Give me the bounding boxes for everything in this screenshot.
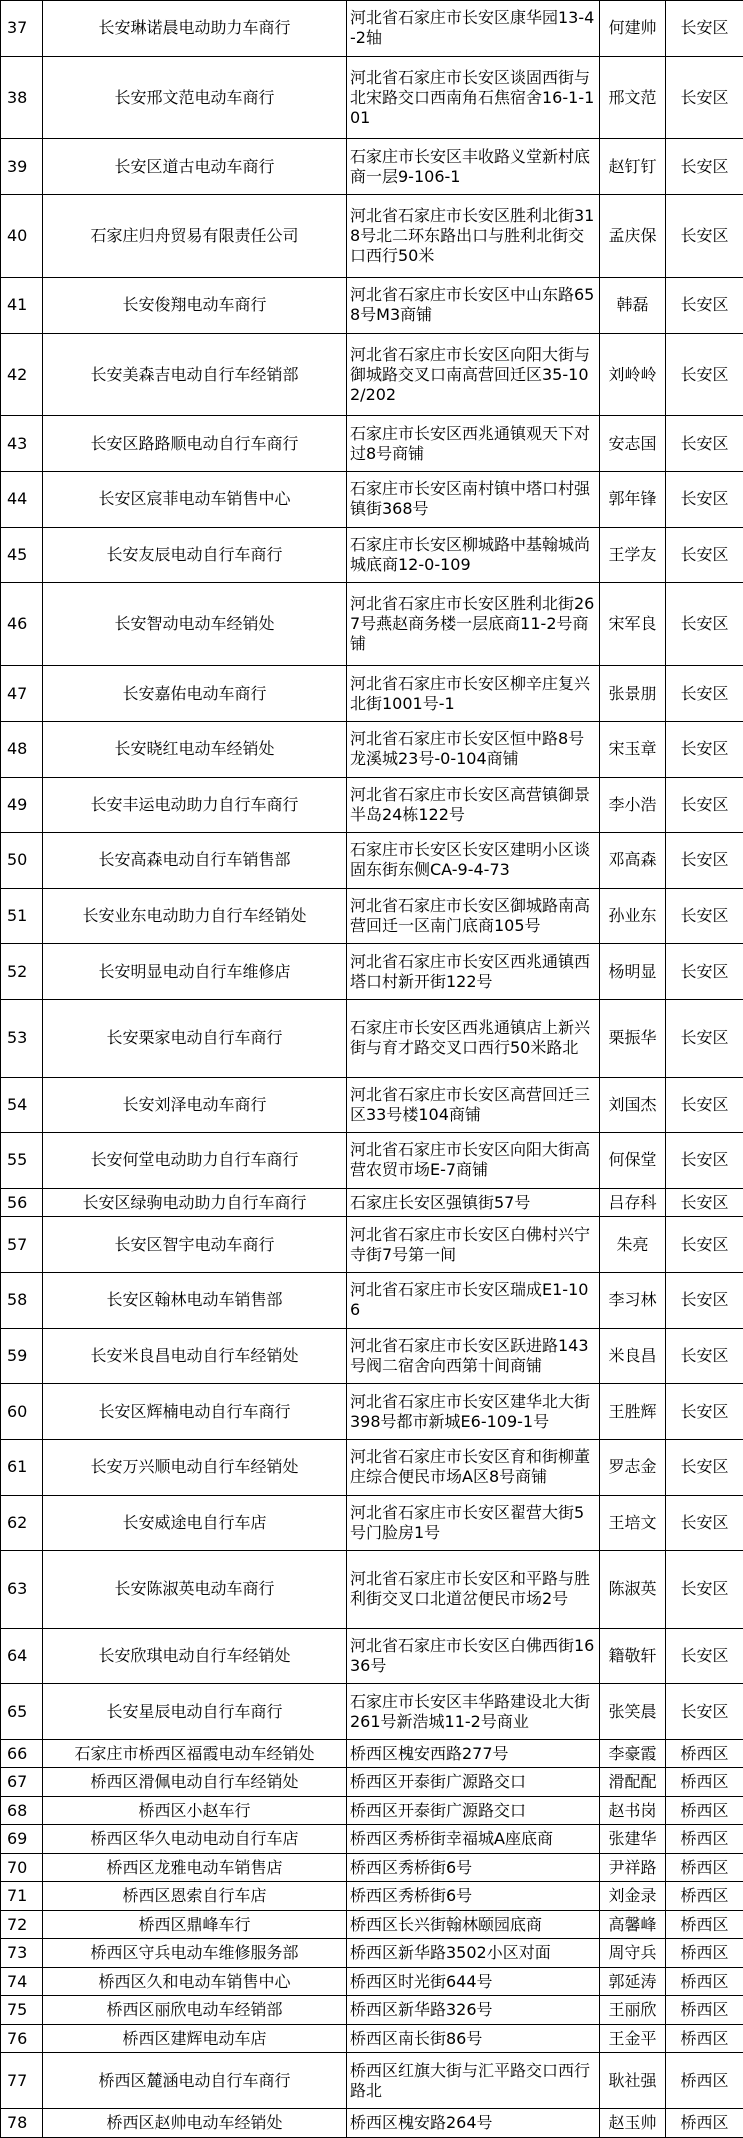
row-number: 77	[1, 2053, 43, 2109]
table-row	[1, 139, 743, 195]
dealer-name: 桥西区丽欣电动车经销部	[43, 1996, 347, 2025]
district: 长安区	[666, 1384, 743, 1440]
table-row	[1, 416, 743, 472]
dealer-name: 长安区辉楠电动自行车商行	[43, 1384, 347, 1440]
district: 桥西区	[666, 2053, 743, 2109]
dealer-address: 石家庄市长安区西兆通镇店上新兴街与育才路交叉口西行50米路北	[347, 1000, 600, 1077]
district: 长安区	[666, 416, 743, 472]
dealer-address: 河北省石家庄市长安区谈固西街与北宋路交口西南角石焦宿舍16-1-101	[347, 56, 600, 139]
dealer-name: 长安琳诺晨电动助力车商行	[43, 1, 347, 57]
row-number: 61	[1, 1439, 43, 1495]
row-number: 49	[1, 777, 43, 833]
dealer-address: 河北省石家庄市长安区向阳大街高营农贸市场E-7商铺	[347, 1133, 600, 1189]
dealer-name: 长安区路路顺电动自行车商行	[43, 416, 347, 472]
dealer-name: 长安欣琪电动自行车经销处	[43, 1628, 347, 1684]
district: 长安区	[666, 1495, 743, 1551]
dealer-name: 桥西区赵帅电动车经销处	[43, 2109, 347, 2138]
contact-person: 耿社强	[600, 2053, 666, 2109]
contact-person: 籍敬轩	[600, 1628, 666, 1684]
contact-person: 何保堂	[600, 1133, 666, 1189]
table-row	[1, 777, 743, 833]
dealer-address: 河北省石家庄市长安区胜利北街318号北二环东路出口与胜利北街交口西行50米	[347, 195, 600, 278]
district: 桥西区	[666, 1796, 743, 1825]
dealer-name: 桥西区麓涵电动自行车商行	[43, 2053, 347, 2109]
table-row	[1, 721, 743, 777]
row-number: 54	[1, 1077, 43, 1133]
district: 桥西区	[666, 2024, 743, 2053]
dealer-address: 桥西区槐安路264号	[347, 2109, 600, 2138]
district: 长安区	[666, 721, 743, 777]
row-number: 44	[1, 472, 43, 528]
row-number: 68	[1, 1796, 43, 1825]
district: 长安区	[666, 527, 743, 583]
contact-person: 王丽欣	[600, 1996, 666, 2025]
row-number: 71	[1, 1882, 43, 1911]
row-number: 51	[1, 888, 43, 944]
table-row	[1, 1, 743, 57]
table-row	[1, 1796, 743, 1825]
district: 长安区	[666, 1328, 743, 1384]
table-row	[1, 277, 743, 333]
row-number: 43	[1, 416, 43, 472]
row-number: 64	[1, 1628, 43, 1684]
contact-person: 王金平	[600, 2024, 666, 2053]
dealer-address: 石家庄市长安区柳城路中基翰城尚城底商12-0-109	[347, 527, 600, 583]
table-row	[1, 1684, 743, 1740]
district: 长安区	[666, 1133, 743, 1189]
dealer-name: 桥西区华久电动电动自行车店	[43, 1825, 347, 1854]
dealer-name: 桥西区小赵车行	[43, 1796, 347, 1825]
table-row	[1, 195, 743, 278]
row-number: 38	[1, 56, 43, 139]
district: 桥西区	[666, 1768, 743, 1797]
dealer-address: 桥西区开泰街广源路交口	[347, 1768, 600, 1797]
dealer-name: 长安美森吉电动自行车经销部	[43, 333, 347, 416]
row-number: 39	[1, 139, 43, 195]
contact-person: 陈淑英	[600, 1551, 666, 1628]
dealer-name: 长安星辰电动自行车商行	[43, 1684, 347, 1740]
dealer-address: 桥西区新华路326号	[347, 1996, 600, 2025]
contact-person: 罗志金	[600, 1439, 666, 1495]
district: 长安区	[666, 944, 743, 1000]
dealer-address: 河北省石家庄市长安区中山东路658号M3商铺	[347, 277, 600, 333]
dealer-address: 桥西区秀桥街6号	[347, 1853, 600, 1882]
table-row	[1, 527, 743, 583]
contact-person: 郭年锋	[600, 472, 666, 528]
row-number: 47	[1, 666, 43, 722]
dealer-name: 长安高森电动自行车销售部	[43, 833, 347, 889]
row-number: 46	[1, 583, 43, 666]
dealer-name: 石家庄归舟贸易有限责任公司	[43, 195, 347, 278]
contact-person: 朱亮	[600, 1217, 666, 1273]
table-row	[1, 1996, 743, 2025]
contact-person: 王学友	[600, 527, 666, 583]
table-row	[1, 1000, 743, 1077]
district: 长安区	[666, 777, 743, 833]
row-number: 37	[1, 1, 43, 57]
row-number: 66	[1, 1739, 43, 1768]
contact-person: 刘岭岭	[600, 333, 666, 416]
dealer-name: 桥西区久和电动车销售中心	[43, 1967, 347, 1996]
dealer-name: 长安业东电动助力自行车经销处	[43, 888, 347, 944]
dealer-address: 河北省石家庄市长安区和平路与胜利街交叉口北道岔便民市场2号	[347, 1551, 600, 1628]
contact-person: 吕存科	[600, 1188, 666, 1217]
contact-person: 赵玉帅	[600, 2109, 666, 2138]
contact-person: 孟庆保	[600, 195, 666, 278]
contact-person: 安志国	[600, 416, 666, 472]
district: 桥西区	[666, 1910, 743, 1939]
district: 长安区	[666, 1684, 743, 1740]
dealer-address: 桥西区秀桥街幸福城A座底商	[347, 1825, 600, 1854]
dealer-name: 长安明显电动自行车维修店	[43, 944, 347, 1000]
district: 长安区	[666, 195, 743, 278]
dealer-name: 长安栗家电动自行车商行	[43, 1000, 347, 1077]
contact-person: 刘金录	[600, 1882, 666, 1911]
row-number: 62	[1, 1495, 43, 1551]
row-number: 50	[1, 833, 43, 889]
dealer-name: 长安晓红电动车经销处	[43, 721, 347, 777]
row-number: 63	[1, 1551, 43, 1628]
table-row	[1, 1077, 743, 1133]
dealer-address: 河北省石家庄市长安区跃进路143号阀二宿舍向西第十间商铺	[347, 1328, 600, 1384]
row-number: 72	[1, 1910, 43, 1939]
dealer-name: 长安友辰电动自行车商行	[43, 527, 347, 583]
district: 长安区	[666, 666, 743, 722]
table-row	[1, 1939, 743, 1968]
dealer-name: 桥西区恩索自行车店	[43, 1882, 347, 1911]
dealer-address: 桥西区新华路3502小区对面	[347, 1939, 600, 1968]
table-row	[1, 1133, 743, 1189]
table-row	[1, 666, 743, 722]
contact-person: 赵钉钉	[600, 139, 666, 195]
dealer-address: 河北省石家庄市长安区翟营大街5号门脸房1号	[347, 1495, 600, 1551]
dealer-name: 长安智动电动车经销处	[43, 583, 347, 666]
dealer-address: 河北省石家庄市长安区育和街柳董庄综合便民市场A区8号商铺	[347, 1439, 600, 1495]
district: 长安区	[666, 1217, 743, 1273]
contact-person: 郭延涛	[600, 1967, 666, 1996]
district: 长安区	[666, 333, 743, 416]
dealer-address: 河北省石家庄市长安区瑞成E1-106	[347, 1272, 600, 1328]
district: 长安区	[666, 833, 743, 889]
district: 长安区	[666, 472, 743, 528]
row-number: 40	[1, 195, 43, 278]
table-row	[1, 56, 743, 139]
dealer-name: 长安万兴顺电动自行车经销处	[43, 1439, 347, 1495]
district: 长安区	[666, 1272, 743, 1328]
row-number: 74	[1, 1967, 43, 1996]
table-row	[1, 1739, 743, 1768]
contact-person: 杨明显	[600, 944, 666, 1000]
district: 长安区	[666, 1, 743, 57]
table-row	[1, 1910, 743, 1939]
district: 长安区	[666, 1439, 743, 1495]
dealer-name: 长安刘泽电动车商行	[43, 1077, 347, 1133]
table-row	[1, 583, 743, 666]
contact-person: 张建华	[600, 1825, 666, 1854]
table-row	[1, 2053, 743, 2109]
table-row	[1, 1384, 743, 1440]
contact-person: 米良昌	[600, 1328, 666, 1384]
table-row	[1, 1328, 743, 1384]
district: 长安区	[666, 1188, 743, 1217]
contact-person: 高馨峰	[600, 1910, 666, 1939]
contact-person: 王胜辉	[600, 1384, 666, 1440]
dealer-address: 石家庄市长安区长安区建明小区谈固东街东侧CA-9-4-73	[347, 833, 600, 889]
dealer-address: 桥西区槐安西路277号	[347, 1739, 600, 1768]
table-row	[1, 1495, 743, 1551]
contact-person: 邢文范	[600, 56, 666, 139]
table-row	[1, 2024, 743, 2053]
contact-person: 李习林	[600, 1272, 666, 1328]
row-number: 42	[1, 333, 43, 416]
table-row	[1, 1551, 743, 1628]
row-number: 41	[1, 277, 43, 333]
contact-person: 赵书岗	[600, 1796, 666, 1825]
district: 桥西区	[666, 1996, 743, 2025]
dealer-address: 桥西区时光街644号	[347, 1967, 600, 1996]
table-row	[1, 1825, 743, 1854]
contact-person: 周守兵	[600, 1939, 666, 1968]
district: 长安区	[666, 1551, 743, 1628]
dealer-name: 长安米良昌电动自行车经销处	[43, 1328, 347, 1384]
table-row	[1, 472, 743, 528]
district: 长安区	[666, 1628, 743, 1684]
dealer-address: 河北省石家庄市长安区高营镇御景半岛24栋122号	[347, 777, 600, 833]
dealer-address: 河北省石家庄市长安区建华北大街398号都市新城E6-109-1号	[347, 1384, 600, 1440]
dealer-name: 长安威途电自行车店	[43, 1495, 347, 1551]
row-number: 52	[1, 944, 43, 1000]
row-number: 59	[1, 1328, 43, 1384]
dealer-address: 河北省石家庄市长安区白佛西街1636号	[347, 1628, 600, 1684]
district: 长安区	[666, 56, 743, 139]
contact-person: 韩磊	[600, 277, 666, 333]
dealer-name: 长安区宸菲电动车销售中心	[43, 472, 347, 528]
row-number: 53	[1, 1000, 43, 1077]
table-row	[1, 333, 743, 416]
dealer-address: 石家庄市长安区南村镇中塔口村强镇街368号	[347, 472, 600, 528]
district: 桥西区	[666, 1939, 743, 1968]
row-number: 65	[1, 1684, 43, 1740]
dealer-address: 石家庄长安区强镇街57号	[347, 1188, 600, 1217]
dealer-address: 桥西区开泰街广源路交口	[347, 1796, 600, 1825]
row-number: 67	[1, 1768, 43, 1797]
row-number: 58	[1, 1272, 43, 1328]
table-row	[1, 1882, 743, 1911]
dealer-address: 河北省石家庄市长安区白佛村兴宁寺街7号第一间	[347, 1217, 600, 1273]
table-row	[1, 1439, 743, 1495]
table-row	[1, 2109, 743, 2138]
dealer-name: 长安区道古电动车商行	[43, 139, 347, 195]
contact-person: 李小浩	[600, 777, 666, 833]
contact-person: 邓高森	[600, 833, 666, 889]
row-number: 69	[1, 1825, 43, 1854]
table-row	[1, 1853, 743, 1882]
table-row	[1, 1272, 743, 1328]
table-row	[1, 888, 743, 944]
dealer-name: 长安俊翔电动车商行	[43, 277, 347, 333]
row-number: 57	[1, 1217, 43, 1273]
district: 长安区	[666, 888, 743, 944]
contact-person: 孙业东	[600, 888, 666, 944]
row-number: 70	[1, 1853, 43, 1882]
dealer-address: 河北省石家庄市长安区西兆通镇西塔口村新开街122号	[347, 944, 600, 1000]
row-number: 48	[1, 721, 43, 777]
dealer-name: 长安区智宇电动车商行	[43, 1217, 347, 1273]
dealer-address: 河北省石家庄市长安区向阳大街与御城路交叉口南高营回迁区35-102/202	[347, 333, 600, 416]
row-number: 55	[1, 1133, 43, 1189]
dealer-address: 河北省石家庄市长安区御城路南高营回迁一区南门底商105号	[347, 888, 600, 944]
dealer-address: 石家庄市长安区丰收路义堂新村底商一层9-106-1	[347, 139, 600, 195]
contact-person: 李豪霞	[600, 1739, 666, 1768]
row-number: 73	[1, 1939, 43, 1968]
contact-person: 张景朋	[600, 666, 666, 722]
contact-person: 何建帅	[600, 1, 666, 57]
table-row	[1, 1967, 743, 1996]
dealer-address: 河北省石家庄市长安区康华园13-4-2轴	[347, 1, 600, 57]
dealer-name: 长安区绿驹电动助力自行车商行	[43, 1188, 347, 1217]
dealer-name: 桥西区守兵电动车维修服务部	[43, 1939, 347, 1968]
contact-person: 刘国杰	[600, 1077, 666, 1133]
dealer-address: 河北省石家庄市长安区高营回迁三区33号楼104商铺	[347, 1077, 600, 1133]
dealer-name: 长安邢文范电动车商行	[43, 56, 347, 139]
dealer-address: 河北省石家庄市长安区柳辛庄复兴北街1001号-1	[347, 666, 600, 722]
dealer-name: 长安陈淑英电动车商行	[43, 1551, 347, 1628]
dealer-address: 石家庄市长安区西兆通镇观天下对过8号商铺	[347, 416, 600, 472]
district: 桥西区	[666, 2109, 743, 2138]
dealer-name: 石家庄市桥西区福霞电动车经销处	[43, 1739, 347, 1768]
row-number: 60	[1, 1384, 43, 1440]
dealer-address: 河北省石家庄市长安区胜利北街267号燕赵商务楼一层底商11-2号商铺	[347, 583, 600, 666]
district: 长安区	[666, 277, 743, 333]
row-number: 78	[1, 2109, 43, 2138]
contact-person: 宋军良	[600, 583, 666, 666]
dealer-table-body	[1, 1, 743, 2138]
contact-person: 栗振华	[600, 1000, 666, 1077]
table-row	[1, 1768, 743, 1797]
dealer-name: 桥西区鼎峰车行	[43, 1910, 347, 1939]
table-row	[1, 944, 743, 1000]
district: 桥西区	[666, 1967, 743, 1996]
district: 桥西区	[666, 1853, 743, 1882]
district: 长安区	[666, 139, 743, 195]
district: 桥西区	[666, 1825, 743, 1854]
contact-person: 尹祥路	[600, 1853, 666, 1882]
contact-person: 滑配配	[600, 1768, 666, 1797]
district: 桥西区	[666, 1882, 743, 1911]
district: 长安区	[666, 583, 743, 666]
dealer-name: 桥西区龙雅电动车销售店	[43, 1853, 347, 1882]
district: 长安区	[666, 1000, 743, 1077]
district: 长安区	[666, 1077, 743, 1133]
row-number: 56	[1, 1188, 43, 1217]
dealer-address: 桥西区红旗大街与汇平路交口西行路北	[347, 2053, 600, 2109]
district: 桥西区	[666, 1739, 743, 1768]
dealer-address: 河北省石家庄市长安区恒中路8号龙溪城23号-0-104商铺	[347, 721, 600, 777]
row-number: 75	[1, 1996, 43, 2025]
dealer-name: 长安丰运电动助力自行车商行	[43, 777, 347, 833]
dealer-address: 桥西区长兴街翰林颐园底商	[347, 1910, 600, 1939]
dealer-name: 桥西区滑佩电动自行车经销处	[43, 1768, 347, 1797]
row-number: 76	[1, 2024, 43, 2053]
table-row	[1, 1188, 743, 1217]
dealer-address: 桥西区秀桥街6号	[347, 1882, 600, 1911]
table-row	[1, 1217, 743, 1273]
contact-person: 张笑晨	[600, 1684, 666, 1740]
row-number: 45	[1, 527, 43, 583]
dealer-address: 桥西区南长街86号	[347, 2024, 600, 2053]
dealer-name: 长安何堂电动助力自行车商行	[43, 1133, 347, 1189]
contact-person: 宋玉章	[600, 721, 666, 777]
contact-person: 王培文	[600, 1495, 666, 1551]
table-row	[1, 1628, 743, 1684]
dealer-address: 石家庄市长安区丰华路建设北大街261号新浩城11-2号商业	[347, 1684, 600, 1740]
dealer-name: 桥西区建辉电动车店	[43, 2024, 347, 2053]
table-row	[1, 833, 743, 889]
dealer-name: 长安区翰林电动车销售部	[43, 1272, 347, 1328]
dealer-name: 长安嘉佑电动车商行	[43, 666, 347, 722]
